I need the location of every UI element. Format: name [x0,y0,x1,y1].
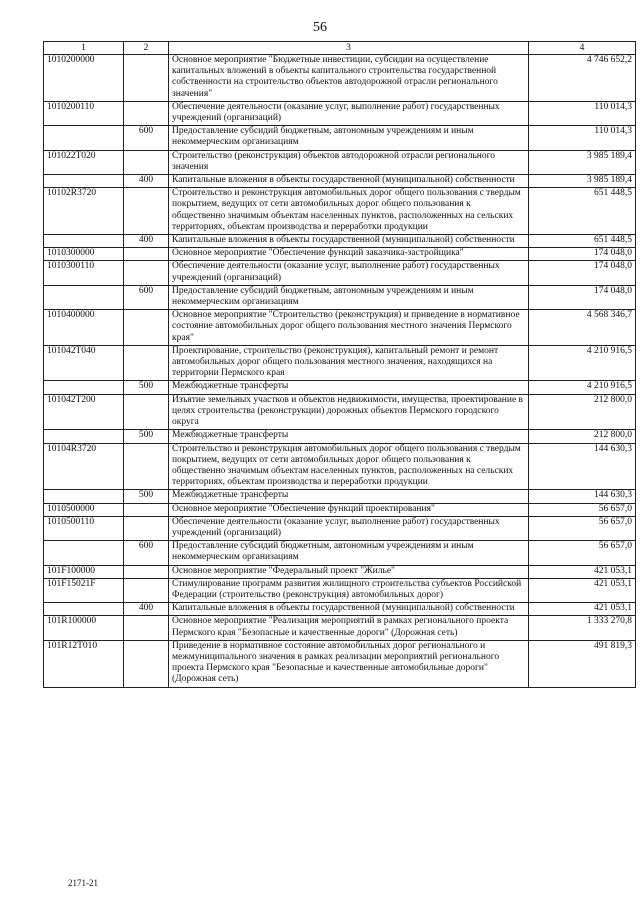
table-row [44,516,636,540]
table-row [44,616,636,640]
description-cell: Обеспечение деятельности (оказание услуг, выполнение работ) государственных учреждений (организаций) [169,261,529,285]
amount-cell: 212 800,0 [529,430,636,443]
expense-type-cell [124,150,169,174]
amount-cell: 56 657,0 [529,516,636,540]
table-row [44,394,636,430]
code-cell: 1010500000 [44,503,124,516]
description-cell: Предоставление субсидий бюджетным, автономным учреждениям и иным некоммерческим организациям [169,126,529,150]
code-cell: 101042Т200 [44,394,124,430]
amount-cell: 4 746 652,2 [529,55,636,102]
expense-type-cell [124,578,169,602]
code-cell: 101F15021F [44,578,124,602]
table-row [44,640,636,687]
code-cell [44,430,124,443]
code-cell [44,490,124,503]
table-row [44,235,636,248]
code-cell [44,285,124,309]
amount-cell: 174 048,0 [529,261,636,285]
code-cell: 1010300110 [44,261,124,285]
description-cell: Капитальные вложения в объекты государственной (муниципальной) собственности [169,235,529,248]
expense-type-cell [124,188,169,235]
amount-cell: 4 210 916,5 [529,381,636,394]
description-cell: Капитальные вложения в объекты государственной (муниципальной) собственности [169,603,529,616]
table-row [44,578,636,602]
amount-cell: 651 448,5 [529,235,636,248]
table-row [44,150,636,174]
amount-cell: 144 630,3 [529,490,636,503]
expense-type-cell: 500 [124,430,169,443]
description-cell: Проектирование, строительство (реконструкция), капитальный ремонт и ремонт автомобильных дорог общего пользования местного значения, находящихся на территории Пермского края [169,345,529,381]
table-row [44,565,636,578]
code-cell: 101022Т020 [44,150,124,174]
code-cell [44,175,124,188]
description-cell: Строительство (реконструкция) объектов автодорожной отрасли регионального значения [169,150,529,174]
expense-type-cell [124,345,169,381]
description-cell: Строительство и реконструкция автомобильных дорог общего пользования с твердым покрытием, ведущих от сети автомобильных дорог общего пользования к общественно значимым объектам населенных пунктов, расположенных на сельских территориях, объектам производства и переработки продукции [169,443,529,490]
amount-cell: 421 053,1 [529,603,636,616]
table-row [44,101,636,125]
amount-cell: 491 819,3 [529,640,636,687]
amount-cell: 1 333 270,8 [529,616,636,640]
code-cell: 10104R3720 [44,443,124,490]
expense-type-cell [124,443,169,490]
description-cell: Обеспечение деятельности (оказание услуг, выполнение работ) государственных учреждений (организаций) [169,516,529,540]
description-cell: Изъятие земельных участков и объектов недвижимости, имущества, проектирование в целях строительства (реконструкции) дорожных объектов Пермского городского округа [169,394,529,430]
description-cell: Основное мероприятие "Обеспечение функций проектирования" [169,503,529,516]
code-cell [44,603,124,616]
description-cell: Основное мероприятие "Строительство (реконструкция) и приведение в нормативное состояние автомобильных дорог общего пользования местного значения Пермского края" [169,310,529,346]
expense-type-cell [124,616,169,640]
table-row [44,261,636,285]
code-cell: 101R12Т010 [44,640,124,687]
table-row [44,285,636,309]
description-cell: Основное мероприятие "Федеральный проект "Жилье" [169,565,529,578]
table-row [44,175,636,188]
table-row [44,345,636,381]
footer-document-number: 2171-21 [68,878,98,888]
description-cell: Основное мероприятие "Реализация мероприятий в рамках регионального проекта Пермского края "Безопасные и качественные дороги" (Дорожная сеть) [169,616,529,640]
amount-cell: 212 800,0 [529,394,636,430]
amount-cell: 144 630,3 [529,443,636,490]
description-cell: Строительство и реконструкция автомобильных дорог общего пользования с твердым покрытием, ведущих от сети автомобильных дорог общего пользования к общественно значимым объектам населенных пунктов, расположенных на сельских территориях, объектам производства и переработки продукции [169,188,529,235]
column-header-code: 1 [44,42,124,55]
description-cell: Стимулирование программ развития жилищного строительства субъектов Российской Федерации (строительство (реконструкция) автомобильных дорог) [169,578,529,602]
amount-cell: 56 657,0 [529,541,636,565]
expense-type-cell [124,261,169,285]
column-header-amount: 4 [529,42,636,55]
expense-type-cell [124,503,169,516]
amount-cell: 174 048,0 [529,285,636,309]
expense-type-cell [124,248,169,261]
description-cell: Обеспечение деятельности (оказание услуг, выполнение работ) государственных учреждений (организаций) [169,101,529,125]
expense-type-cell [124,101,169,125]
page-number: 56 [313,20,327,35]
code-cell: 1010300000 [44,248,124,261]
description-cell: Межбюджетные трансферты [169,430,529,443]
code-cell [44,381,124,394]
table-row [44,541,636,565]
expense-type-cell: 600 [124,541,169,565]
table-row [44,430,636,443]
budget-table [43,41,636,688]
amount-cell: 3 985 189,4 [529,175,636,188]
column-header-description: 3 [169,42,529,55]
expense-type-cell [124,310,169,346]
description-cell: Основное мероприятие "Обеспечение функций заказчика-застройщика" [169,248,529,261]
expense-type-cell: 400 [124,175,169,188]
description-cell: Основное мероприятие "Бюджетные инвестиции, субсидии на осуществление капитальных вложений в объекты капитального строительства государственной собственности на строительство объектов автодорожной отрасли регионального значения" [169,55,529,102]
description-cell: Межбюджетные трансферты [169,381,529,394]
description-cell: Приведение в нормативное состояние автомобильных дорог регионального и межмуниципального значения в рамках реализации мероприятий регионального проекта Пермского края "Безопасные и качественные автомобильные дороги" (Дорожная сеть) [169,640,529,687]
table-row [44,55,636,102]
table-row [44,603,636,616]
description-cell: Межбюджетные трансферты [169,490,529,503]
amount-cell: 110 014,3 [529,126,636,150]
code-cell: 101F100000 [44,565,124,578]
expense-type-cell [124,640,169,687]
description-cell: Предоставление субсидий бюджетным, автономным учреждениям и иным некоммерческим организациям [169,541,529,565]
description-cell: Предоставление субсидий бюджетным, автономным учреждениям и иным некоммерческим организациям [169,285,529,309]
table-row [44,188,636,235]
expense-type-cell: 400 [124,235,169,248]
amount-cell: 3 985 189,4 [529,150,636,174]
expense-type-cell: 600 [124,126,169,150]
amount-cell: 651 448,5 [529,188,636,235]
expense-type-cell [124,516,169,540]
description-cell: Капитальные вложения в объекты государственной (муниципальной) собственности [169,175,529,188]
table-row [44,503,636,516]
expense-type-cell [124,394,169,430]
amount-cell: 4 568 346,7 [529,310,636,346]
table-row [44,310,636,346]
code-cell: 101042Т040 [44,345,124,381]
amount-cell: 421 053,1 [529,565,636,578]
expense-type-cell: 500 [124,490,169,503]
code-cell [44,126,124,150]
amount-cell: 174 048,0 [529,248,636,261]
code-cell: 101R100000 [44,616,124,640]
amount-cell: 4 210 916,5 [529,345,636,381]
amount-cell: 110 014,3 [529,101,636,125]
amount-cell: 56 657,0 [529,503,636,516]
table-header-row [44,42,636,55]
code-cell: 1010200000 [44,55,124,102]
table-row [44,126,636,150]
code-cell: 1010400000 [44,310,124,346]
code-cell [44,235,124,248]
table-row [44,381,636,394]
column-header-type: 2 [124,42,169,55]
expense-type-cell: 500 [124,381,169,394]
code-cell: 10102R3720 [44,188,124,235]
table-row [44,490,636,503]
expense-type-cell: 600 [124,285,169,309]
amount-cell: 421 053,1 [529,578,636,602]
expense-type-cell [124,565,169,578]
code-cell [44,541,124,565]
table-row [44,443,636,490]
expense-type-cell [124,55,169,102]
code-cell: 1010200110 [44,101,124,125]
table-row [44,248,636,261]
expense-type-cell: 400 [124,603,169,616]
code-cell: 1010500110 [44,516,124,540]
